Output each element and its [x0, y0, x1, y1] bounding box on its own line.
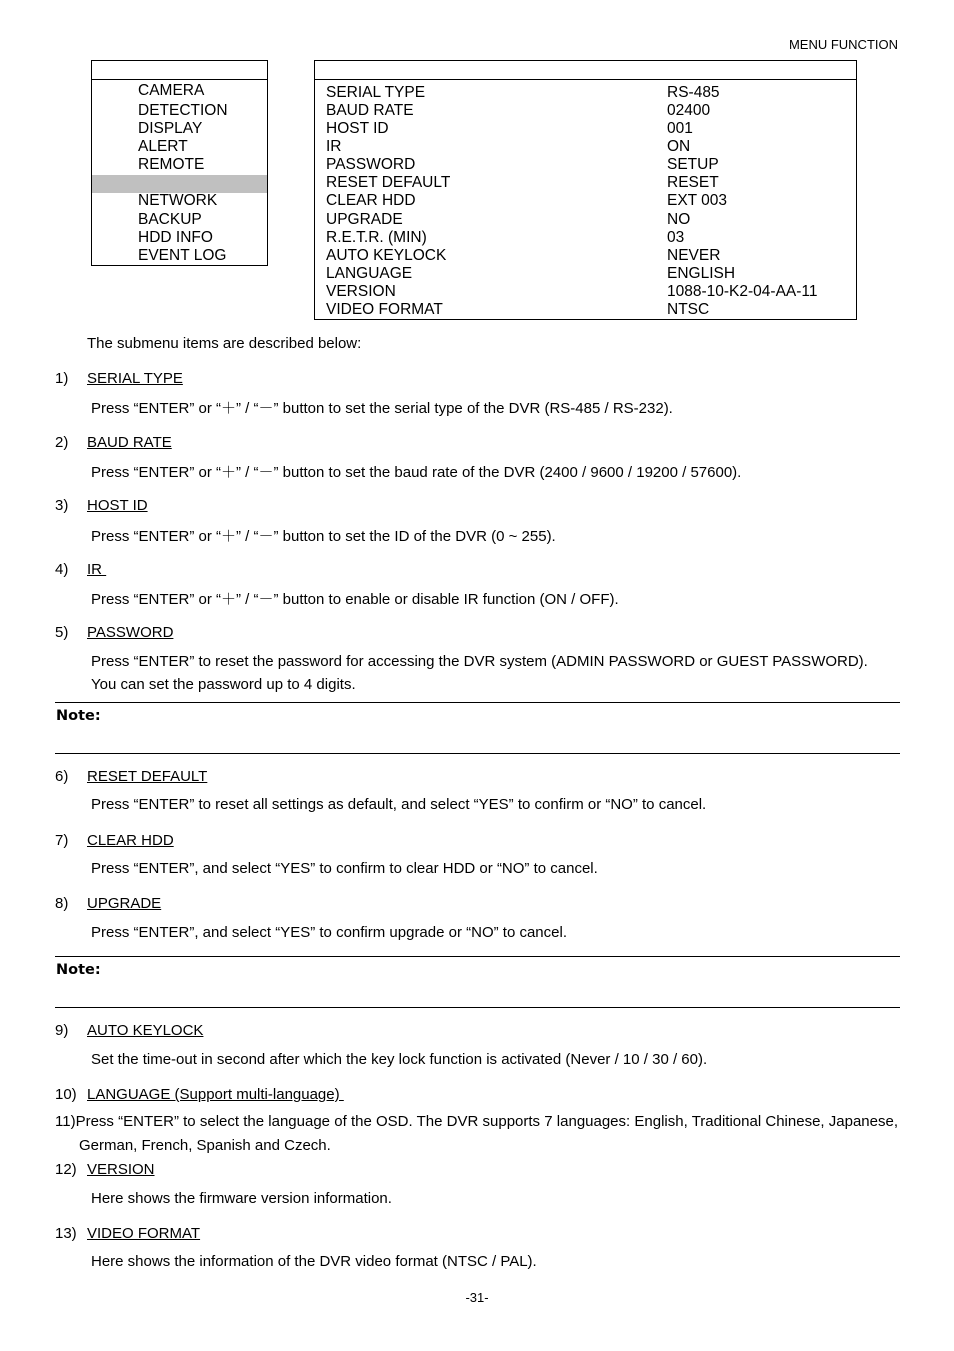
setting-key: VERSION: [326, 283, 396, 300]
item-label: CLEAR HDD: [87, 832, 174, 849]
item-description: Press “ENTER” or “＋” / “－” button to set the baud rate of the DVR (2400 / 9600 / 19200 / 57600).: [91, 464, 742, 481]
item-label: SERIAL TYPE: [87, 370, 183, 387]
item-description: Press “ENTER” to reset all settings as default, and select “YES” to confirm or “NO” to cancel.: [91, 796, 707, 813]
setting-value: SETUP: [667, 156, 719, 173]
item-description: Press “ENTER”, and select “YES” to confirm upgrade or “NO” to cancel.: [91, 924, 567, 941]
note-label: Note:: [56, 708, 101, 724]
setting-key: RESET DEFAULT: [326, 174, 451, 191]
note-rule-bottom: [55, 1007, 900, 1008]
settings-panel: [314, 60, 857, 320]
setting-key: PASSWORD: [326, 156, 416, 173]
item-label: PASSWORD: [87, 624, 174, 641]
setting-key: VIDEO FORMAT: [326, 301, 443, 318]
menu-item-event-log[interactable]: EVENT LOG: [138, 247, 227, 264]
item-description: Here shows the information of the DVR video format (NTSC / PAL).: [91, 1253, 537, 1270]
menu-item-detection[interactable]: DETECTION: [138, 102, 228, 119]
item-number: 7): [55, 832, 69, 849]
setting-value: RESET: [667, 174, 719, 191]
item-heading: [55, 370, 183, 387]
setting-value: EXT 003: [667, 192, 728, 209]
item-heading: [55, 1225, 200, 1242]
setting-value: RS-485: [667, 84, 720, 101]
setting-value: 02400: [667, 102, 711, 119]
item-number: 12): [55, 1161, 77, 1178]
item-heading: [55, 832, 174, 849]
setting-key: IR: [326, 138, 342, 155]
item-11-text: 11)Press “ENTER” to select the language of the OSD. The DVR supports 7 languages: English, Traditional Chinese, Japanese, German, French, Spanish and Czech.: [55, 1113, 898, 1154]
setting-key: BAUD RATE: [326, 102, 414, 119]
page-number: -31-: [465, 1290, 489, 1305]
item-number: 13): [55, 1225, 77, 1242]
setting-key: R.E.T.R. (MIN): [326, 229, 427, 246]
menu-item-camera[interactable]: CAMERA: [138, 82, 205, 99]
item-label: AUTO KEYLOCK: [87, 1022, 204, 1039]
item-description: Set the time-out in second after which the key lock function is activated (Never / 10 / 30 / 60).: [91, 1051, 708, 1068]
item-description: Press “ENTER” or “＋” / “－” button to set the serial type of the DVR (RS-485 / RS-232).: [91, 400, 673, 417]
setting-value: ENGLISH: [667, 265, 736, 282]
item-heading: [55, 1161, 155, 1178]
item-label: IR: [87, 561, 107, 578]
item-label: RESET DEFAULT: [87, 768, 208, 785]
item-description: Here shows the firmware version information.: [91, 1190, 392, 1207]
item-label: HOST ID: [87, 497, 148, 514]
item-description: Press “ENTER” or “＋” / “－” button to enable or disable IR function (ON / OFF).: [91, 591, 619, 608]
menu-item-remote[interactable]: REMOTE: [138, 156, 205, 173]
note-label: Note:: [56, 962, 101, 978]
item-label: VERSION: [87, 1161, 155, 1178]
setting-value: 1088-10-K2-04-AA-11: [667, 283, 818, 300]
setting-value: NEVER: [667, 247, 721, 264]
item-description-continued: You can set the password up to 4 digits.: [91, 676, 356, 693]
setting-key: AUTO KEYLOCK: [326, 247, 447, 264]
settings-title-bar: [315, 61, 856, 80]
item-heading: [55, 768, 207, 785]
intro-text: The submenu items are described below:: [87, 335, 362, 352]
item-heading: [55, 624, 173, 641]
item-number: 1): [55, 370, 69, 387]
menu-item-alert[interactable]: ALERT: [138, 138, 188, 155]
menu-item-hdd-info[interactable]: HDD INFO: [138, 229, 213, 246]
setting-value: 03: [667, 229, 685, 246]
note-rule-top: [55, 702, 900, 703]
item-11-paragraph: [55, 1110, 898, 1158]
item-number: 4): [55, 561, 69, 578]
item-number: 8): [55, 895, 69, 912]
setting-key: SERIAL TYPE: [326, 84, 426, 101]
setting-key: HOST ID: [326, 120, 389, 137]
setting-value: 001: [667, 120, 693, 137]
menu-title-bar: [92, 61, 267, 80]
item-number: 10): [55, 1086, 77, 1103]
menu-item-display[interactable]: DISPLAY: [138, 120, 203, 137]
item-number: 2): [55, 434, 69, 451]
note-rule-top: [55, 956, 900, 957]
item-heading: [55, 1022, 203, 1039]
setting-key: CLEAR HDD: [326, 192, 416, 209]
setting-key: LANGUAGE: [326, 265, 413, 282]
item-description: Press “ENTER” to reset the password for accessing the DVR system (ADMIN PASSWORD or GUEST PASSWORD).: [91, 653, 868, 670]
page-header: MENU FUNCTION: [788, 37, 898, 52]
item-label: UPGRADE: [87, 895, 162, 912]
menu-item-backup[interactable]: BACKUP: [138, 211, 202, 228]
menu-selected-highlight: [92, 175, 267, 193]
item-heading: [55, 434, 172, 451]
setting-value: ON: [667, 138, 691, 155]
item-heading: [55, 497, 148, 514]
main-menu-panel: [91, 60, 268, 266]
setting-key: UPGRADE: [326, 211, 403, 228]
item-number: 9): [55, 1022, 69, 1039]
item-number: 3): [55, 497, 69, 514]
item-number: 6): [55, 768, 69, 785]
item-label: VIDEO FORMAT: [87, 1225, 201, 1242]
item-label: LANGUAGE (Support multi-language): [87, 1086, 344, 1103]
item-heading: [55, 895, 161, 912]
item-description: Press “ENTER” or “＋” / “－” button to set the ID of the DVR (0 ~ 255).: [91, 528, 556, 545]
item-number: 5): [55, 624, 69, 641]
item-label: BAUD RATE: [87, 434, 172, 451]
item-heading: [55, 1086, 344, 1103]
item-heading: [55, 561, 106, 578]
menu-item-network[interactable]: NETWORK: [138, 192, 218, 209]
setting-value: NTSC: [667, 301, 710, 318]
setting-value: NO: [667, 211, 691, 228]
item-description: Press “ENTER”, and select “YES” to confirm to clear HDD or “NO” to cancel.: [91, 860, 598, 877]
note-rule-bottom: [55, 753, 900, 754]
